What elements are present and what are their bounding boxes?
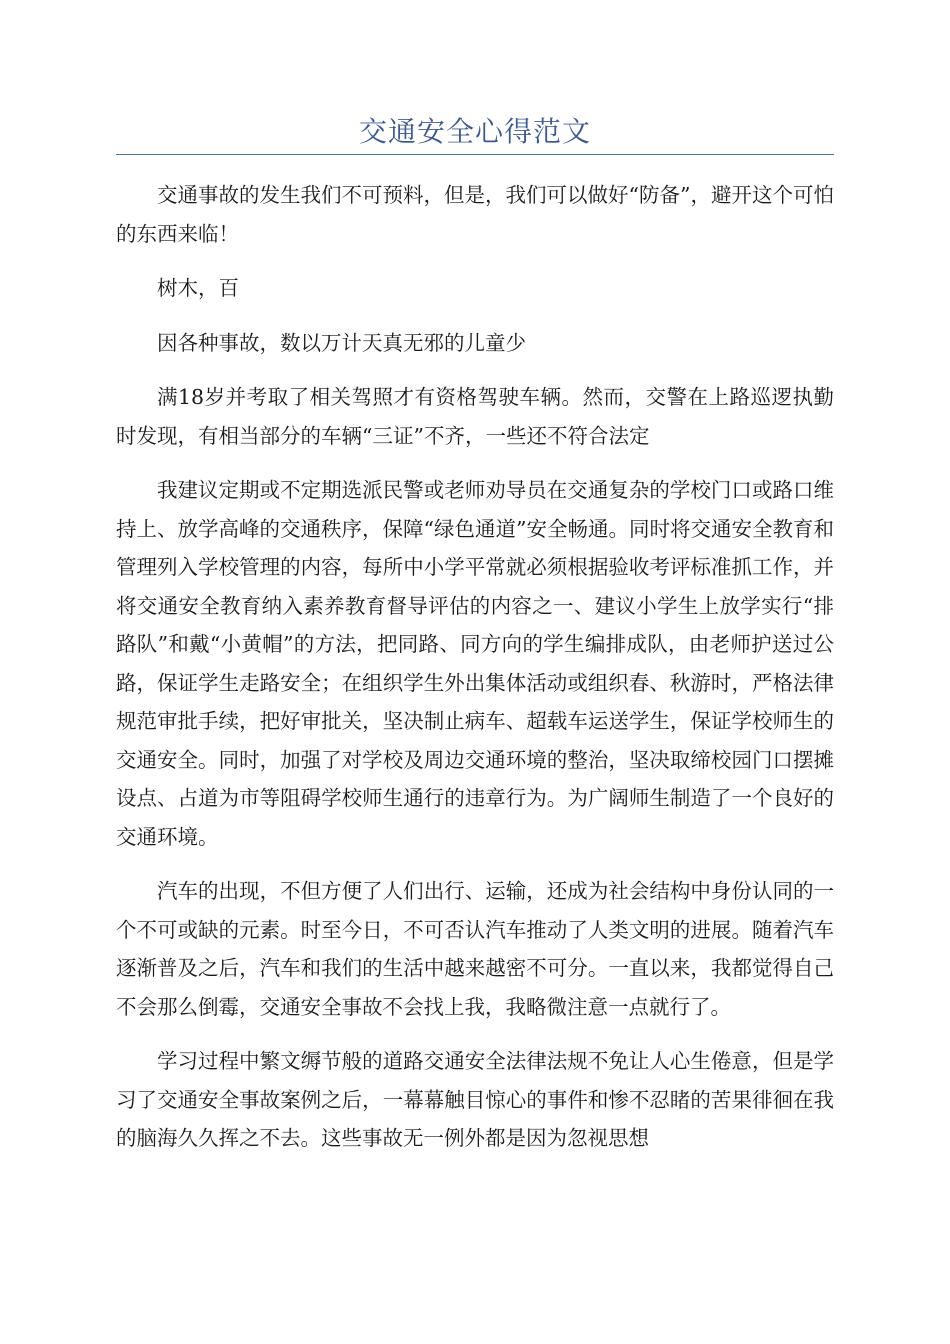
title-underline <box>116 154 834 155</box>
paragraph-4: 满18岁并考取了相关驾照才有资格驾驶车辆。然而，交警在上路巡逻执勤时发现，有相当部分的车辆“三证”不齐，一些还不符合法定 <box>116 385 834 448</box>
paragraph-2: 树木，百 <box>157 276 239 300</box>
page-title: 交通安全心得范文 <box>358 115 591 148</box>
paragraph-3: 因各种事故，数以万计天真无邪的儿童少 <box>157 330 526 355</box>
paragraph-6: 汽车的出现，不但方便了人们出行、运输，还成为社会结构中身份认同的一个不可或缺的元素。时至今日，不可否认汽车推动了人类文明的进展。随着汽车逐渐普及之后，汽车和我们的生活中越来越密不可分。一直以来，我都觉得自己不会那么倒霉，交通安全事故不会找上我，我略微注意一点就行了。 <box>116 879 834 1019</box>
paragraph-7: 学习过程中繁文缛节般的道路交通安全法律法规不免让人心生倦意，但是学习了交通安全事故案例之后，一幕幕触目惊心的事件和惨不忍睹的苦果徘徊在我的脑海久久挥之不去。这些事故无一例外都是因为忽视思想 <box>116 1049 834 1150</box>
paragraph-5: 我建议定期或不定期选派民警或老师劝导员在交通复杂的学校门口或路口维持上、放学高峰的交通秩序，保障“绿色通道”安全畅通。同时将交通安全教育和管理列入学校管理的内容，每所中小学平常就必须根据验收考评标准抓工作，并将交通安全教育纳入素养教育督导评估的内容之一、建议小学生上放学实行“排路队”和戴“小黄帽”的方法，把同路、同方向的学生编排成队，由老师护送过公路，保证学生走路安全；在组织学生外出集体活动或组织春、秋游时，严格法律规范审批手续，把好审批关，坚决制止病车、超载车运送学生，保证学校师生的交通安全。同时，加强了对学校及周边交通环境的整治，坚决取缔校园门口摆摊设点、占道为市等阻碍学校师生通行的违章行为。为广阔师生制造了一个良好的交通环境。 <box>116 478 834 849</box>
paragraph-1: 交通事故的发生我们不可预料，但是，我们可以做好“防备”，避开这个可怕的东西来临！ <box>116 183 834 246</box>
document-body <box>116 176 834 1174</box>
